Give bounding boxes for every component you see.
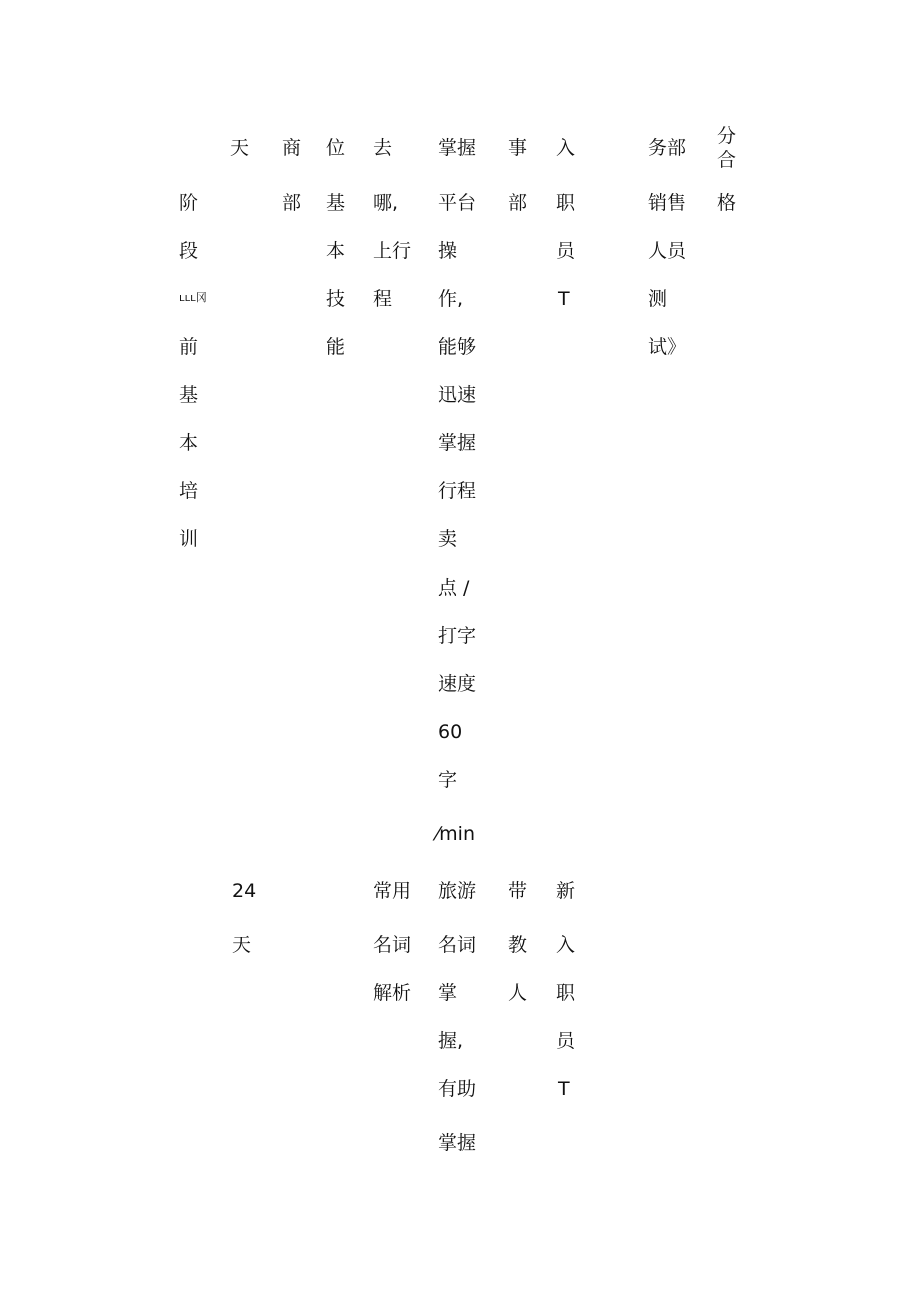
row1-trainee-char: 职 [556,192,576,214]
row1-requirement-line: 速度 [438,673,477,695]
row1-dept-char: 部 [282,192,302,214]
row1-assessment-line: 试》 [648,336,687,358]
row1-result-char: 合 [717,149,737,171]
row1-assessment-line: 销售 [648,192,687,214]
row1-assessment-line: 测 [648,288,668,310]
row1-stage-char: ʟʟʟ冈 [179,291,207,304]
row1-requirement-line: 卖 [438,528,458,550]
row1-requirement-line: 点 / [438,577,470,599]
row2-requirement-line: 掌握 [438,1132,477,1154]
row1-stage-char: 段 [179,240,199,262]
row1-requirement-line: 字 [438,769,458,791]
row2-trainee-char: 新 [556,880,576,902]
row1-assessment-line: 人员 [648,240,687,262]
row2-days: 天 [232,934,252,956]
row1-result-char: 分 [717,125,737,147]
row1-content-line: 上行 [373,240,412,262]
row1-trainer-char: 事 [508,137,528,159]
row2-days: 24 [232,880,257,902]
row2-trainee-char: 职 [556,982,576,1004]
row1-stage-char: 基 [179,384,199,406]
row1-skill-char: 本 [326,240,346,262]
row2-content-line: 常用 [373,880,412,902]
row1-requirement-line: 操 [438,240,458,262]
row1-stage-char: 前 [179,336,199,358]
row2-trainee-char: T [558,1078,570,1100]
row2-trainee-char: 入 [556,934,576,956]
row2-trainer-char: 教 [508,934,528,956]
row1-stage-char: 培 [179,480,199,502]
row2-requirement-line: 名词 [438,934,477,956]
row1-content-line: 程 [373,288,393,310]
row1-requirement-line: 打字 [438,625,477,647]
row1-skill-char: 能 [326,336,346,358]
row1-requirement-line: 作, [438,288,464,310]
row1-stage-char: 本 [179,432,199,454]
row2-content-line: 名词 [373,934,412,956]
row1-trainee-char: T [558,288,570,310]
row1-days: 天 [230,137,250,159]
row1-skill-char: 位 [326,137,346,159]
row1-stage-char: 阶 [179,192,199,214]
row1-content-line: 去 [373,137,393,159]
row1-requirement-line: 平台 [438,192,477,214]
row1-stage-char: 训 [179,528,199,550]
row1-requirement-line: 迅速 [438,384,477,406]
row2-requirement-line: 旅游 [438,880,477,902]
row1-trainee-char: 员 [556,240,576,262]
row1-requirement-line: 60 [438,721,463,743]
row1-requirement-line: 行程 [438,480,477,502]
row1-result-char: 格 [717,192,737,214]
row1-assessment-line: 务部 [648,137,687,159]
row1-trainer-char: 部 [508,192,528,214]
row1-requirement-line: ⁄min [436,823,476,845]
row2-requirement-line: 有助 [438,1078,477,1100]
row1-trainee-char: 入 [556,137,576,159]
row1-requirement-line: 掌握 [438,432,477,454]
row1-requirement-line: 能够 [438,336,477,358]
row2-trainer-char: 带 [508,880,528,902]
row2-trainee-char: 员 [556,1030,576,1052]
row2-requirement-line: 掌 [438,982,458,1004]
row1-content-line: 哪, [373,192,399,214]
row1-dept-char: 商 [282,137,302,159]
row2-trainer-char: 人 [508,982,528,1004]
row2-requirement-line: 握, [438,1030,464,1052]
row1-skill-char: 基 [326,192,346,214]
row1-skill-char: 技 [326,288,346,310]
row2-content-line: 解析 [373,982,412,1004]
row1-requirement-line: 掌握 [438,137,477,159]
